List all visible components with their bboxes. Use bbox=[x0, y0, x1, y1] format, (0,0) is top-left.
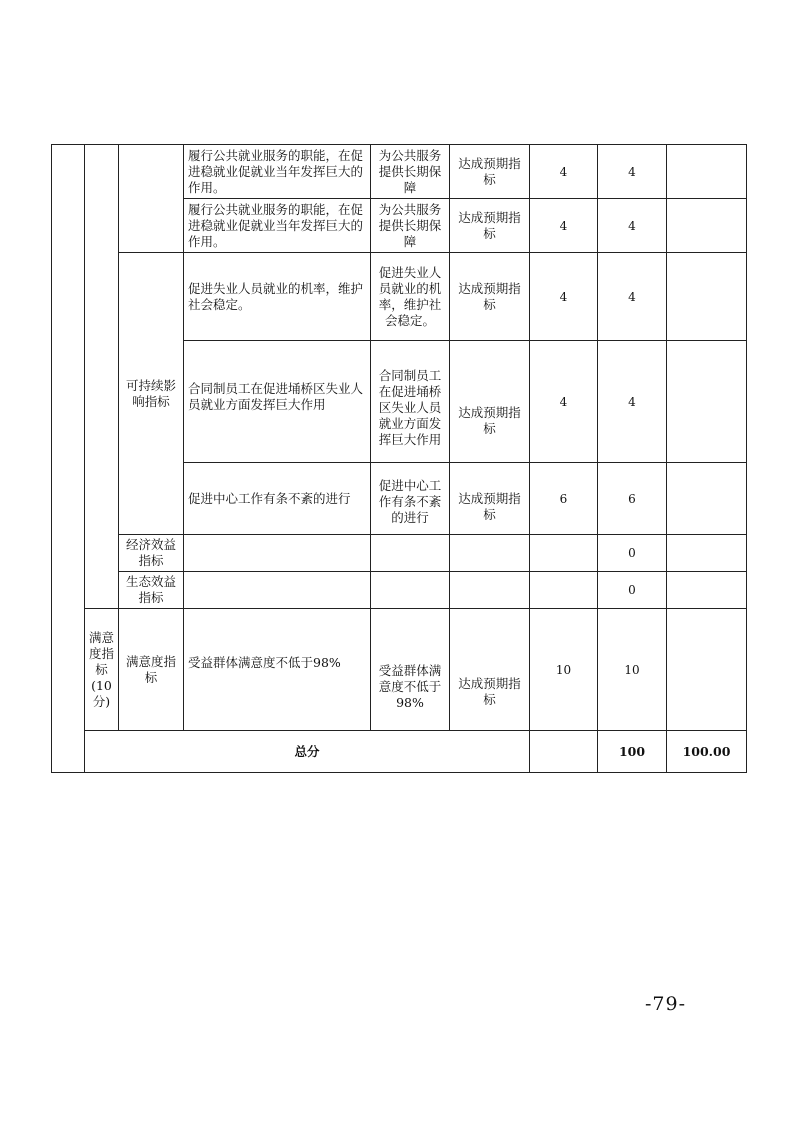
remark-cell bbox=[667, 341, 747, 463]
status-cell bbox=[530, 731, 598, 773]
level2-indicator-cell bbox=[85, 145, 119, 609]
remark-cell bbox=[667, 535, 747, 572]
indicator-value-cell bbox=[371, 572, 450, 609]
indicator-value-cell: 受益群体满意度不低于98% bbox=[371, 609, 450, 731]
weight-cell bbox=[530, 572, 598, 609]
content-cell: 合同制员工在促进埇桥区失业人员就业方面发挥巨大作用 bbox=[184, 341, 371, 463]
weight-cell: 10 bbox=[530, 609, 598, 731]
indicator-value-cell: 为公共服务提供长期保障 bbox=[371, 145, 450, 199]
score-cell: 0 bbox=[598, 572, 667, 609]
content-cell bbox=[184, 572, 371, 609]
weight-cell: 4 bbox=[530, 145, 598, 199]
category-cell: 满意度指标 bbox=[119, 609, 184, 731]
level1-indicator-cell bbox=[52, 145, 85, 773]
status-cell bbox=[450, 572, 530, 609]
indicator-value-cell bbox=[371, 535, 450, 572]
score-cell: 10 bbox=[598, 609, 667, 731]
category-cell: 经济效益指标 bbox=[119, 535, 184, 572]
status-cell: 达成预期指标 bbox=[450, 609, 530, 731]
content-cell: 受益群体满意度不低于98% bbox=[184, 609, 371, 731]
remark-cell bbox=[667, 572, 747, 609]
weight-cell: 4 bbox=[530, 199, 598, 253]
score-cell: 4 bbox=[598, 341, 667, 463]
content-cell bbox=[184, 535, 371, 572]
indicator-value-cell: 合同制员工在促进埇桥区失业人员就业方面发挥巨大作用 bbox=[371, 341, 450, 463]
status-cell: 达成预期指标 bbox=[450, 463, 530, 535]
table-row bbox=[52, 609, 747, 731]
indicator-value-cell: 促进失业人员就业的机率，维护社会稳定。 bbox=[371, 253, 450, 341]
page-number: -79- bbox=[645, 993, 687, 1015]
remark-cell bbox=[667, 463, 747, 535]
status-cell: 达成预期指标 bbox=[450, 145, 530, 199]
score-cell: 4 bbox=[598, 253, 667, 341]
status-cell bbox=[450, 535, 530, 572]
total-weight: 100 bbox=[598, 731, 667, 773]
content-cell: 履行公共就业服务的职能，在促进稳就业促就业当年发挥巨大的作用。 bbox=[184, 145, 371, 199]
category-cell: 生态效益指标 bbox=[119, 572, 184, 609]
status-cell: 达成预期指标 bbox=[450, 253, 530, 341]
table-row bbox=[52, 535, 747, 572]
table-row bbox=[52, 145, 747, 199]
indicator-value-cell: 促进中心工作有条不紊的进行 bbox=[371, 463, 450, 535]
weight-cell: 4 bbox=[530, 341, 598, 463]
remark-cell bbox=[667, 609, 747, 731]
score-cell: 4 bbox=[598, 145, 667, 199]
score-cell: 6 bbox=[598, 463, 667, 535]
content-cell: 履行公共就业服务的职能，在促进稳就业促就业当年发挥巨大的作用。 bbox=[184, 199, 371, 253]
total-label: 总分 bbox=[85, 731, 530, 773]
score-cell: 4 bbox=[598, 199, 667, 253]
remark-cell bbox=[667, 253, 747, 341]
table-row bbox=[52, 253, 747, 341]
remark-cell bbox=[667, 199, 747, 253]
level2-indicator-cell: 满意度指标(10分) bbox=[85, 609, 119, 731]
total-row bbox=[52, 731, 747, 773]
status-cell: 达成预期指标 bbox=[450, 199, 530, 253]
content-cell: 促进失业人员就业的机率，维护社会稳定。 bbox=[184, 253, 371, 341]
score-cell: 0 bbox=[598, 535, 667, 572]
weight-cell bbox=[530, 535, 598, 572]
table-row bbox=[52, 572, 747, 609]
performance-table bbox=[51, 144, 747, 773]
indicator-value-cell: 为公共服务提供长期保障 bbox=[371, 199, 450, 253]
total-score: 100.00 bbox=[667, 731, 747, 773]
weight-cell: 6 bbox=[530, 463, 598, 535]
weight-cell: 4 bbox=[530, 253, 598, 341]
category-cell bbox=[119, 145, 184, 253]
content-cell: 促进中心工作有条不紊的进行 bbox=[184, 463, 371, 535]
remark-cell bbox=[667, 145, 747, 199]
category-cell: 可持续影响指标 bbox=[119, 253, 184, 535]
status-cell: 达成预期指标 bbox=[450, 341, 530, 463]
